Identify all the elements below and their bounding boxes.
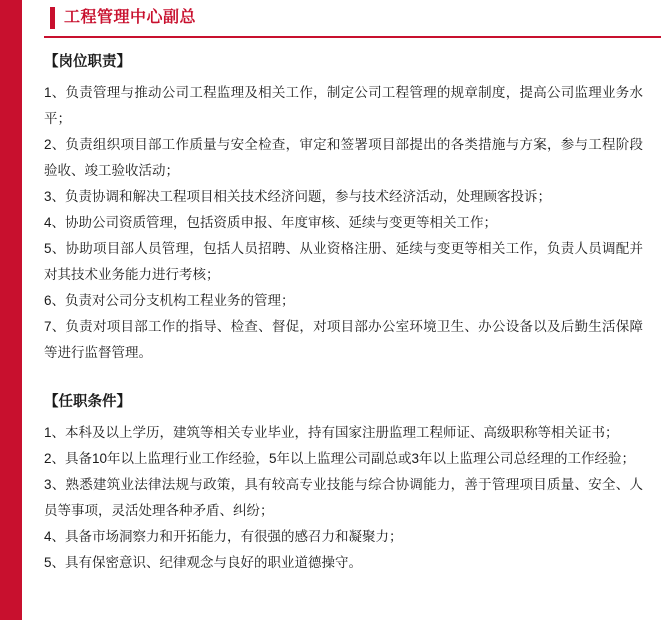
duty-item: 7、负责对项目部工作的指导、检查、督促，对项目部办公室环境卫生、办公设备以及后勤生活保障等进行监督管理。: [44, 319, 643, 360]
header-accent-mark: [50, 7, 55, 29]
duty-item: 5、协助项目部人员管理，包括人员招聘、从业资格注册、延续与变更等相关工作，负责人员调配并对其技术业务能力进行考核；: [44, 241, 643, 282]
duty-item: 2、负责组织项目部工作质量与安全检查，审定和签署项目部提出的各类措施与方案，参与工程阶段验收、竣工验收活动；: [44, 137, 643, 178]
duty-item: 4、协助公司资质管理，包括资质申报、年度审核、延续与变更等相关工作；: [44, 215, 498, 230]
requirement-item: 5、具有保密意识、纪律观念与良好的职业道德操守。: [44, 555, 363, 570]
requirement-item: 2、具备10年以上监理行业工作经验，5年以上监理公司副总或3年以上监理公司总经理的工作经验；: [44, 451, 636, 466]
left-red-bar: [0, 0, 22, 620]
requirement-item: 3、熟悉建筑业法律法规与政策，具有较高专业技能与综合协调能力，善于管理项目质量、安全、人员等事项，灵活处理各种矛盾、纠纷；: [44, 477, 643, 518]
page-title: 工程管理中心副总: [64, 9, 197, 26]
section-heading-requirements: 【任职条件】: [44, 394, 131, 410]
section-heading-duties: 【岗位职责】: [44, 54, 131, 70]
document-header: [22, 0, 661, 38]
requirement-item: 1、本科及以上学历，建筑等相关专业毕业，持有国家注册监理工程师证、高级职称等相关证书；: [44, 425, 619, 440]
requirement-item: 4、具备市场洞察力和开拓能力，有很强的感召力和凝聚力；: [44, 529, 403, 544]
duty-item: 3、负责协调和解决工程项目相关技术经济问题，参与技术经济活动，处理顾客投诉；: [44, 189, 552, 204]
document-content: [22, 38, 661, 620]
duty-item: 6、负责对公司分支机构工程业务的管理；: [44, 293, 295, 308]
duty-item: 1、负责管理与推动公司工程监理及相关工作，制定公司工程管理的规章制度，提高公司监理业务水平；: [44, 85, 643, 126]
